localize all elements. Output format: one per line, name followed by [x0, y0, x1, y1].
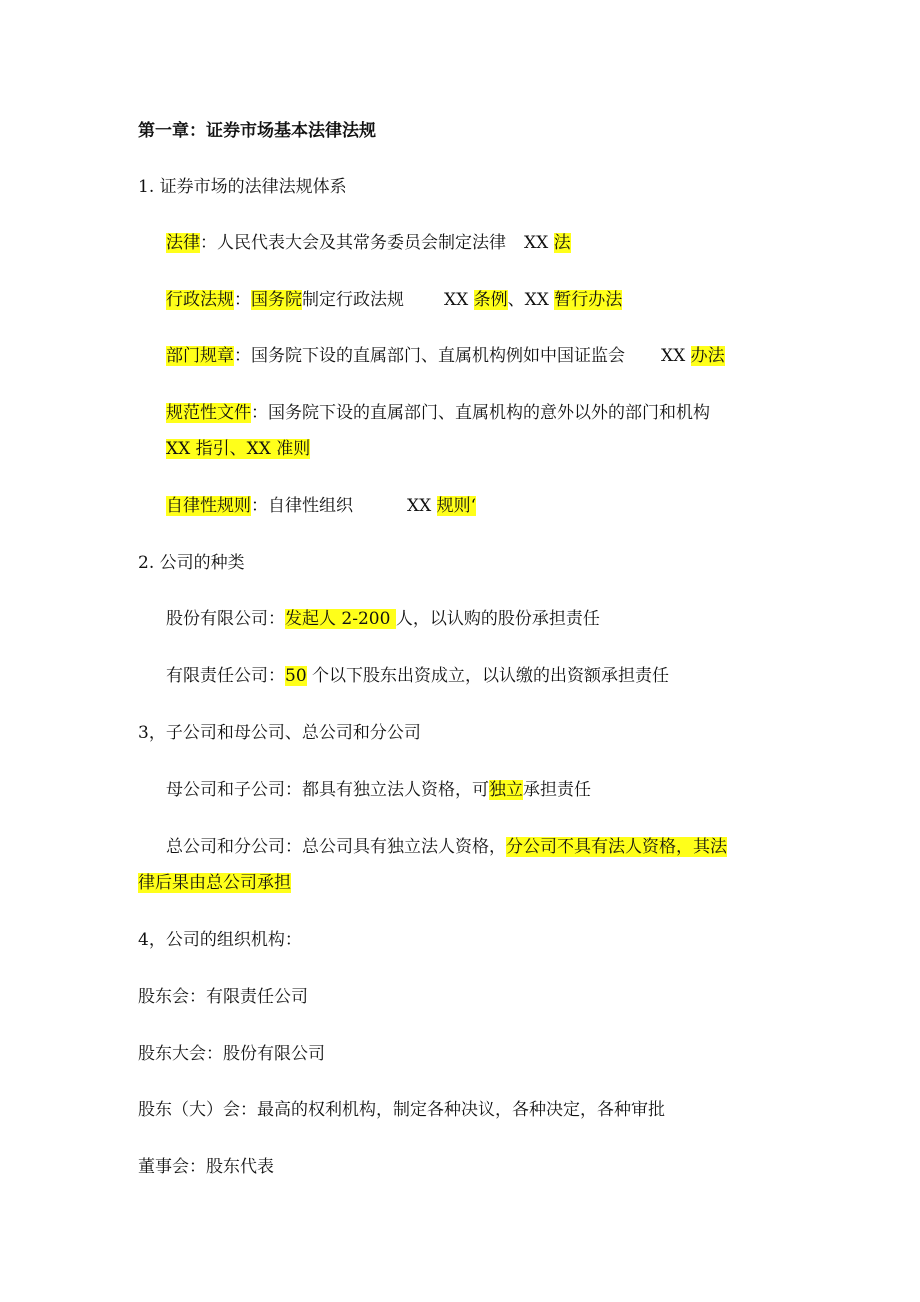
- org-item: 股东大会：股份有限公司: [138, 1044, 325, 1064]
- head-pre: 总公司和分公司：总公司具有独立法人资格，: [166, 837, 506, 857]
- head-branch-line: [166, 834, 727, 860]
- ltd-founders: 发起人 2-200: [285, 609, 396, 629]
- normative-doc-line-2: [166, 436, 310, 462]
- admin-xx: XX: [444, 290, 469, 310]
- norm-examples: XX 指引、XX 准则: [166, 439, 311, 459]
- llc-term: 有限责任公司：: [166, 666, 285, 686]
- dept-term: 部门规章: [166, 346, 234, 366]
- org-item: 股东（大）会：最高的权利机构，制定各种决议，各种决定，各种审批: [138, 1100, 665, 1120]
- ltd-term: 股份有限公司：: [166, 609, 285, 629]
- normative-doc-line: [166, 400, 710, 426]
- llc-rest: 个以下股东出资成立，以认缴的出资额承担责任: [306, 666, 670, 686]
- section-4-heading: 4，公司的组织机构：: [138, 930, 302, 950]
- joint-stock-line: [166, 606, 600, 632]
- head-hl-1: 分公司不具有法人资格，其法: [506, 837, 727, 857]
- dept-xx: XX: [661, 346, 686, 366]
- self-term: 自律性规则: [166, 496, 251, 516]
- law-xx: XX: [524, 233, 549, 253]
- parent-hl: 独立: [489, 780, 523, 800]
- org-item: 董事会：股东代表: [138, 1157, 274, 1177]
- admin-desc: 制定行政法规: [302, 290, 404, 310]
- llc-count: 50: [285, 666, 307, 686]
- dept-suffix: 办法: [690, 346, 725, 366]
- admin-regulation-line: [166, 287, 622, 313]
- law-desc: ：人民代表大会及其常务委员会制定法律: [200, 233, 506, 253]
- department-rule-line: [166, 343, 725, 369]
- self-desc: ：自律性组织: [251, 496, 353, 516]
- parent-subsidiary-line: [166, 777, 591, 803]
- self-regulation-line: [166, 493, 476, 519]
- section-1-heading: 1. 证券市场的法律法规体系: [138, 177, 347, 197]
- self-xx: XX: [407, 496, 432, 516]
- parent-pre: 母公司和子公司：都具有独立法人资格，可: [166, 780, 489, 800]
- head-hl-2: 律后果由总公司承担: [138, 873, 291, 893]
- ltd-rest: 人，以认购的股份承担责任: [395, 609, 600, 629]
- admin-sep-2: 、XX: [507, 290, 549, 310]
- dept-desc: ：国务院下设的直属部门、直属机构例如中国证监会: [234, 346, 625, 366]
- section-2-heading: 2. 公司的种类: [138, 553, 245, 573]
- admin-suffix-1: 条例: [473, 290, 508, 310]
- admin-suffix-2: 暂行办法: [554, 290, 623, 310]
- norm-desc: ：国务院下设的直属部门、直属机构的意外以外的部门和机构: [251, 403, 710, 423]
- admin-org: 国务院: [251, 290, 302, 310]
- org-item: 股东会：有限责任公司: [138, 987, 308, 1007]
- law-line: [166, 230, 571, 256]
- head-branch-line-2: [138, 870, 291, 896]
- limited-liability-line: [166, 663, 669, 689]
- norm-term: 规范性文件: [166, 403, 251, 423]
- admin-sep: ：: [234, 290, 251, 310]
- law-suffix: 法: [553, 233, 571, 253]
- parent-rest: 承担责任: [523, 780, 591, 800]
- chapter-title: 第一章：证券市场基本法律法规: [138, 121, 376, 141]
- admin-term: 行政法规: [166, 290, 234, 310]
- section-3-heading: 3，子公司和母公司、总公司和分公司: [138, 723, 421, 743]
- law-term: 法律: [166, 233, 200, 253]
- self-suffix: 规则‘: [436, 496, 477, 516]
